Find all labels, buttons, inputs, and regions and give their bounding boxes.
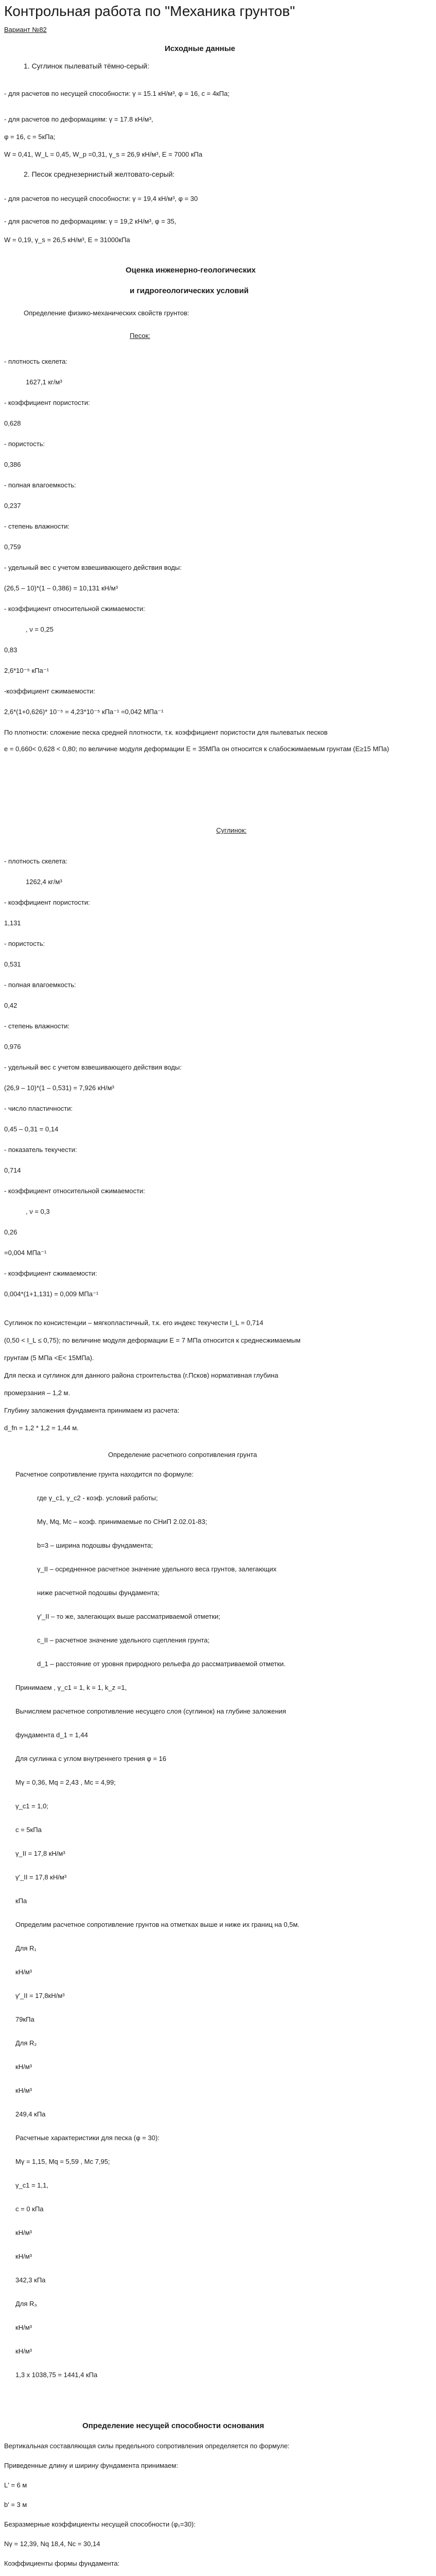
sand-property-line: (26,5 – 10)*(1 – 0,386) = 10,131 кН/м³ (4, 584, 118, 592)
assessment-subheading: и гидрогеологических условий (130, 286, 249, 295)
bearing-line: γ_II = 17,8 кН/м³ (15, 1850, 65, 1857)
bearing-line: Mγ = 1,15, Mq = 5,59 , Mc 7,95; (15, 2158, 110, 2165)
bearing-line: Для R₃ (15, 2300, 37, 2308)
sand-label: Песок: (130, 332, 150, 340)
foundation-heading: Определение несущей способности основания (82, 2421, 265, 2430)
bearing-line: γ'_II = 17,8кН/м³ (15, 1992, 65, 1999)
loam-property-line: 1262,4 кг/м³ (26, 878, 62, 886)
loam-property-line: - коэффициент сжимаемости: (4, 1269, 97, 1277)
loam-property-line: 0,976 (4, 1043, 21, 1050)
foundation-line: Безразмерные коэффициенты несущей способности (φ₁=30): (4, 2520, 196, 2528)
bearing-heading: Определение расчетного сопротивления грунта (108, 1451, 257, 1459)
bearing-line: Для R₁ (15, 1944, 37, 1952)
loam-property-line: - удельный вес с учетом взвешивающего действия воды: (4, 1063, 182, 1071)
loam-property-line: 0,531 (4, 960, 21, 968)
sand-property-line: - степень влажности: (4, 522, 70, 530)
sand-property-line: - удельный вес с учетом взвешивающего действия воды: (4, 564, 182, 571)
bearing-line: 79кПа (15, 2015, 34, 2023)
sand-property-line: 0,386 (4, 461, 21, 468)
assessment-heading: Оценка инженерно-геологических (126, 266, 256, 275)
loam-property-line: 0,45 – 0,31 = 0,14 (4, 1125, 59, 1133)
loam-conclusion-line: промерзания – 1,2 м. (4, 1389, 71, 1397)
loam-property-line: 0,004*(1+1,131) = 0,009 МПа⁻¹ (4, 1290, 99, 1298)
bearing-line: 1,3 х 1038,75 = 1441,4 кПа (15, 2371, 98, 2379)
sand-property-line: 2,6*(1+0,626)* 10⁻⁵ = 4,23*10⁻⁵ кПа⁻¹ =0,042 МПа⁻¹ (4, 708, 164, 716)
variant-label: Вариант №82 (4, 26, 47, 33)
foundation-line: L' = 6 м (4, 2481, 27, 2489)
bearing-line: Вычисляем расчетное сопротивление несущего слоя (суглинок) на глубине заложения (15, 1707, 286, 1715)
sand-property-line: 0,237 (4, 502, 21, 510)
source-item-2-line: - для расчетов по несущей способности: γ = 19,4 кН/м³, φ = 30 (4, 195, 198, 202)
loam-conclusion-line: d_fn = 1,2 * 1,2 = 1,44 м. (4, 1424, 79, 1432)
bearing-line: Расчетное сопротивление грунта находится по формуле: (15, 1470, 194, 1478)
document-title: Контрольная работа по "Механика грунтов" (4, 3, 295, 19)
source-item-1-line: - для расчетов по деформациям: γ = 17.8 кН/м³, (4, 115, 153, 123)
sand-property-line: -коэффициент сжимаемости: (4, 687, 95, 695)
source-item-2: 2. Песок среднезернистый желтовато-серый: (24, 170, 175, 178)
foundation-line: Коэффициенты формы фундамента: (4, 2560, 120, 2567)
sand-property-line: 1627,1 кг/м³ (26, 378, 62, 386)
source-item-1: 1. Суглинок пылеватый тёмно-серый: (24, 62, 149, 70)
sand-property-line: 2,6*10⁻⁵ кПа⁻¹ (4, 667, 49, 674)
bearing-line: Определим расчетное сопротивление грунтов на отметках выше и ниже их границ на 0,5м. (15, 1921, 300, 1928)
loam-property-line: 0,714 (4, 1166, 21, 1174)
bearing-line: Расчетные характеристики для песка (φ = 30): (15, 2134, 160, 2142)
loam-property-line: 0,42 (4, 1002, 18, 1009)
source-item-2-line: W = 0,19, γ_s = 26,5 кН/м³, E = 31000кПа (4, 236, 130, 244)
bearing-line: кН/м³ (15, 2347, 32, 2355)
bearing-line: кН/м³ (15, 2063, 32, 2071)
bearing-line: кН/м³ (15, 2324, 32, 2331)
foundation-line: b' = 3 м (4, 2501, 27, 2509)
loam-property-line: (26,9 – 10)*(1 – 0,531) = 7,926 кН/м³ (4, 1084, 114, 1092)
loam-property-line: - показатель текучести: (4, 1146, 77, 1154)
foundation-line: Вертикальная составляющая силы предельного сопротивления определяется по формуле: (4, 2442, 290, 2450)
source-item-1-line: - для расчетов по несущей способности: γ = 15.1 кН/м³, φ = 16, c = 4кПа; (4, 90, 230, 97)
bearing-line: где γ_c1, γ_c2 - коэф. условий работы; (37, 1494, 158, 1502)
loam-property-line: 0,26 (4, 1228, 18, 1236)
bearing-line: c = 0 кПа (15, 2205, 44, 2213)
loam-property-line: - степень влажности: (4, 1022, 70, 1030)
sand-conclusion: По плотности: сложение песка средней плотности, т.к. коэффициент пористости для пылеватых песков (4, 728, 328, 736)
bearing-line: Принимаем , γ_c1 = 1, k = 1, k_z =1, (15, 1684, 127, 1691)
bearing-line: 342,3 кПа (15, 2276, 46, 2284)
sand-property-line: 0,759 (4, 543, 21, 551)
bearing-line: Mγ, Mq, Mc – коэф. принимаемые по СНиП 2.02.01-83; (37, 1518, 207, 1526)
sand-property-line: 0,83 (4, 646, 18, 654)
loam-conclusion-line: Суглинок по консистенции – мягкопластичный, т.к. его индекс текучести I_L = 0,714 (4, 1319, 264, 1327)
loam-property-line: - полная влагоемкость: (4, 981, 76, 989)
loam-property-line: - число пластичности: (4, 1105, 73, 1112)
bearing-line: кПа (15, 1897, 27, 1905)
bearing-line: Для суглинка с углом внутреннего трения φ = 16 (15, 1755, 167, 1762)
loam-conclusion-line: Глубину заложения фундамента принимаем из расчета: (4, 1406, 180, 1414)
bearing-line: c = 5кПа (15, 1826, 42, 1834)
source-item-1-line: φ = 16, c = 5кПа; (4, 133, 56, 141)
bearing-line: кН/м³ (15, 1968, 32, 1976)
bearing-line: b=3 – ширина подошвы фундамента; (37, 1541, 153, 1549)
loam-property-line: - коэффициент пористости: (4, 899, 90, 906)
loam-conclusion-line: (0,50 < I_L ≤ 0,75); по величине модуля деформации Е = 7 МПа относится к среднесжимаемым (4, 1336, 301, 1344)
bearing-line: Mγ = 0,36, Mq = 2,43 , Mc = 4,99; (15, 1778, 116, 1786)
loam-property-line: , ν = 0,3 (26, 1208, 50, 1215)
sand-property-line: - пористость: (4, 440, 45, 448)
bearing-line: γ_II – осредненное расчетное значение удельного веса грунтов, залегающих (37, 1565, 277, 1573)
sand-property-line: - полная влагоемкость: (4, 481, 76, 489)
source-item-1-line: W = 0,41, W_L = 0,45, W_p =0,31, γ_s = 26,9 кН/м³, E = 7000 кПа (4, 150, 203, 158)
loam-property-line: - плотность скелета: (4, 857, 68, 865)
sand-property-line: 0,628 (4, 419, 21, 427)
bearing-line: d_1 – расстояние от уровня природного рельефа до рассматриваемой отметки. (37, 1660, 286, 1668)
bearing-line: γ'_II – то же, залегающих выше рассматриваемой отметки; (37, 1613, 220, 1620)
bearing-line: 249,4 кПа (15, 2110, 46, 2118)
source-data-heading: Исходные данные (165, 44, 235, 53)
sand-property-line: , ν = 0,25 (26, 625, 54, 633)
loam-conclusion-line: Для песка и суглинок для данного района строительства (г.Псков) нормативная глубина (4, 1371, 278, 1379)
sand-property-line: - плотность скелета: (4, 358, 68, 365)
sand-property-line: - коэффициент пористости: (4, 399, 90, 406)
bearing-line: кН/м³ (15, 2087, 32, 2094)
bearing-line: Для R₂ (15, 2039, 37, 2047)
bearing-line: γ_c1 = 1,0; (15, 1802, 48, 1810)
bearing-line: кН/м³ (15, 2252, 32, 2260)
source-item-2-line: - для расчетов по деформациям: γ = 19,2 кН/м³, φ = 35, (4, 217, 177, 225)
sand-conclusion-2: е = 0,660< 0,628 < 0,80; по величине модуля деформации Е = 35МПа он относится к слабосжимаемым грунтам (Е≥15 МПа) (4, 745, 389, 753)
foundation-line: Приведенные длину и ширину фундамента принимаем: (4, 2462, 178, 2469)
bearing-line: γ_c1 = 1,1, (15, 2181, 48, 2189)
sand-property-line: - коэффициент относительной сжимаемости: (4, 605, 145, 613)
bearing-line: кН/м³ (15, 2229, 32, 2236)
bearing-line: γ'_II = 17,8 кН/м³ (15, 1873, 67, 1881)
loam-property-line: 1,131 (4, 919, 21, 927)
loam-conclusion-line: грунтам (5 МПа <Е< 15МПа). (4, 1354, 94, 1362)
loam-property-line: - пористость: (4, 940, 45, 947)
loam-property-line: =0,004 МПа⁻¹ (4, 1249, 47, 1257)
bearing-line: фундамента d_1 = 1,44 (15, 1731, 88, 1739)
assessment-intro: Определение физико-механических свойств грунтов: (24, 309, 189, 317)
bearing-line: ниже расчетной подошвы фундамента; (37, 1589, 160, 1597)
bearing-line: c_II – расчетное значение удельного сцепления грунта; (37, 1636, 210, 1644)
foundation-line: Nγ = 12,39, Nq 18,4, Nc = 30,14 (4, 2540, 100, 2548)
loam-label: Суглинок: (216, 826, 247, 834)
loam-property-line: - коэффициент относительной сжимаемости: (4, 1187, 145, 1195)
